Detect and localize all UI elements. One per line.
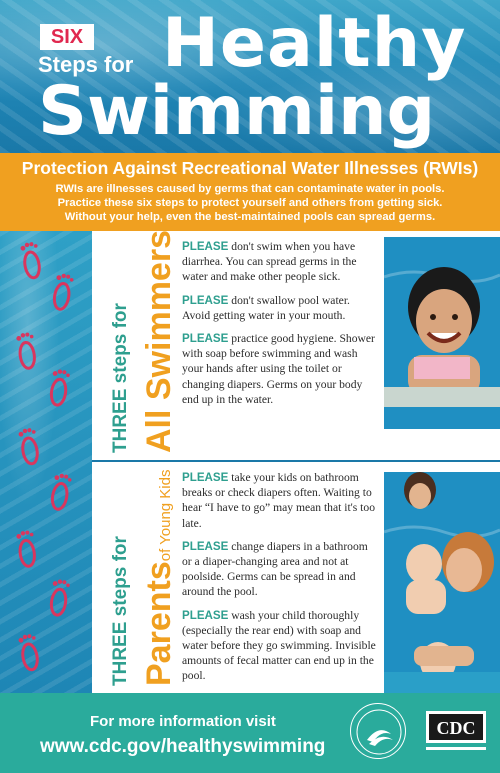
section-parents (92, 462, 500, 693)
intro-line: Practice these six steps to protect yourself and others from getting sick. (57, 197, 443, 209)
step-item: PLEASE practice good hygiene. Shower with soap before swimming and wash your hands after using the toilet or changing diapers. Germs on your body end up in the water. (182, 332, 375, 406)
footprint-icon (48, 369, 70, 407)
intro-text (0, 182, 500, 224)
footprint-icon (49, 473, 72, 511)
step-item: PLEASE wash your child thoroughly (especially the rear end) with soap and water before they go swimming. Invisible amounts of fecal matter can end up in the pool. (182, 608, 376, 683)
step-item: PLEASE change diapers in a bathroom or a diaper-changing area and not at poolside. Germs can be spread in and around the pool. (182, 539, 368, 599)
steps-for-label: Steps for (38, 52, 134, 77)
footprint-icon (48, 579, 70, 617)
section-all-swimmers (92, 231, 500, 460)
website-link[interactable]: www.cdc.gov/healthyswimming (40, 736, 326, 757)
title-healthy: Healthy (162, 4, 467, 83)
section-heading-vertical (92, 231, 182, 460)
footprint-icon (51, 273, 74, 311)
intro-line: RWIs are illnesses caused by germs that can contaminate water in pools. (55, 183, 445, 195)
three-steps-label: THREE steps for (110, 303, 131, 453)
hhs-seal-icon (350, 703, 406, 759)
step-item: PLEASE don't swallow pool water. Avoid getting water in your mouth. (182, 293, 350, 322)
photo-child-swimmer (384, 237, 500, 429)
steps-list (182, 470, 380, 692)
footprints-graphic (0, 231, 92, 693)
footprint-icon (18, 633, 41, 671)
cdc-logo-text: CDC (436, 718, 476, 738)
title-swimming: Swimming (38, 72, 436, 151)
footprint-icon (20, 241, 43, 279)
six-badge: SIX (40, 24, 94, 50)
footprint-icon (16, 332, 38, 370)
footprint-icon (16, 530, 38, 568)
header-pool-banner (0, 0, 500, 153)
all-swimmers-label: All Swimmers (140, 230, 178, 453)
young-kids-label: of Young Kids (157, 469, 174, 562)
three-steps-label: THREE steps for (110, 536, 131, 686)
section-heading-vertical (92, 462, 182, 693)
intro-title: Protection Against Recreational Water Illnesses (RWIs) (21, 158, 479, 178)
steps-list (182, 239, 380, 415)
intro-line: Without your help, even the best-maintained pools can spread germs. (64, 211, 436, 223)
photo-parents-with-babies (384, 472, 500, 693)
more-info-label: For more information visit (90, 713, 276, 730)
intro-band (0, 153, 500, 231)
step-item: PLEASE take your kids on bathroom breaks or check diapers often. Waiting to hear “I have to go” may mean that it's too late. (182, 471, 375, 530)
cdc-logo (424, 707, 488, 755)
footer (0, 693, 500, 773)
step-item: PLEASE don't swim when you have diarrhea. You can spread germs in the water and make other people sick. (182, 240, 357, 284)
footprint-strip (0, 231, 92, 693)
parents-label: Parents (140, 561, 178, 686)
footprint-icon (18, 427, 41, 465)
